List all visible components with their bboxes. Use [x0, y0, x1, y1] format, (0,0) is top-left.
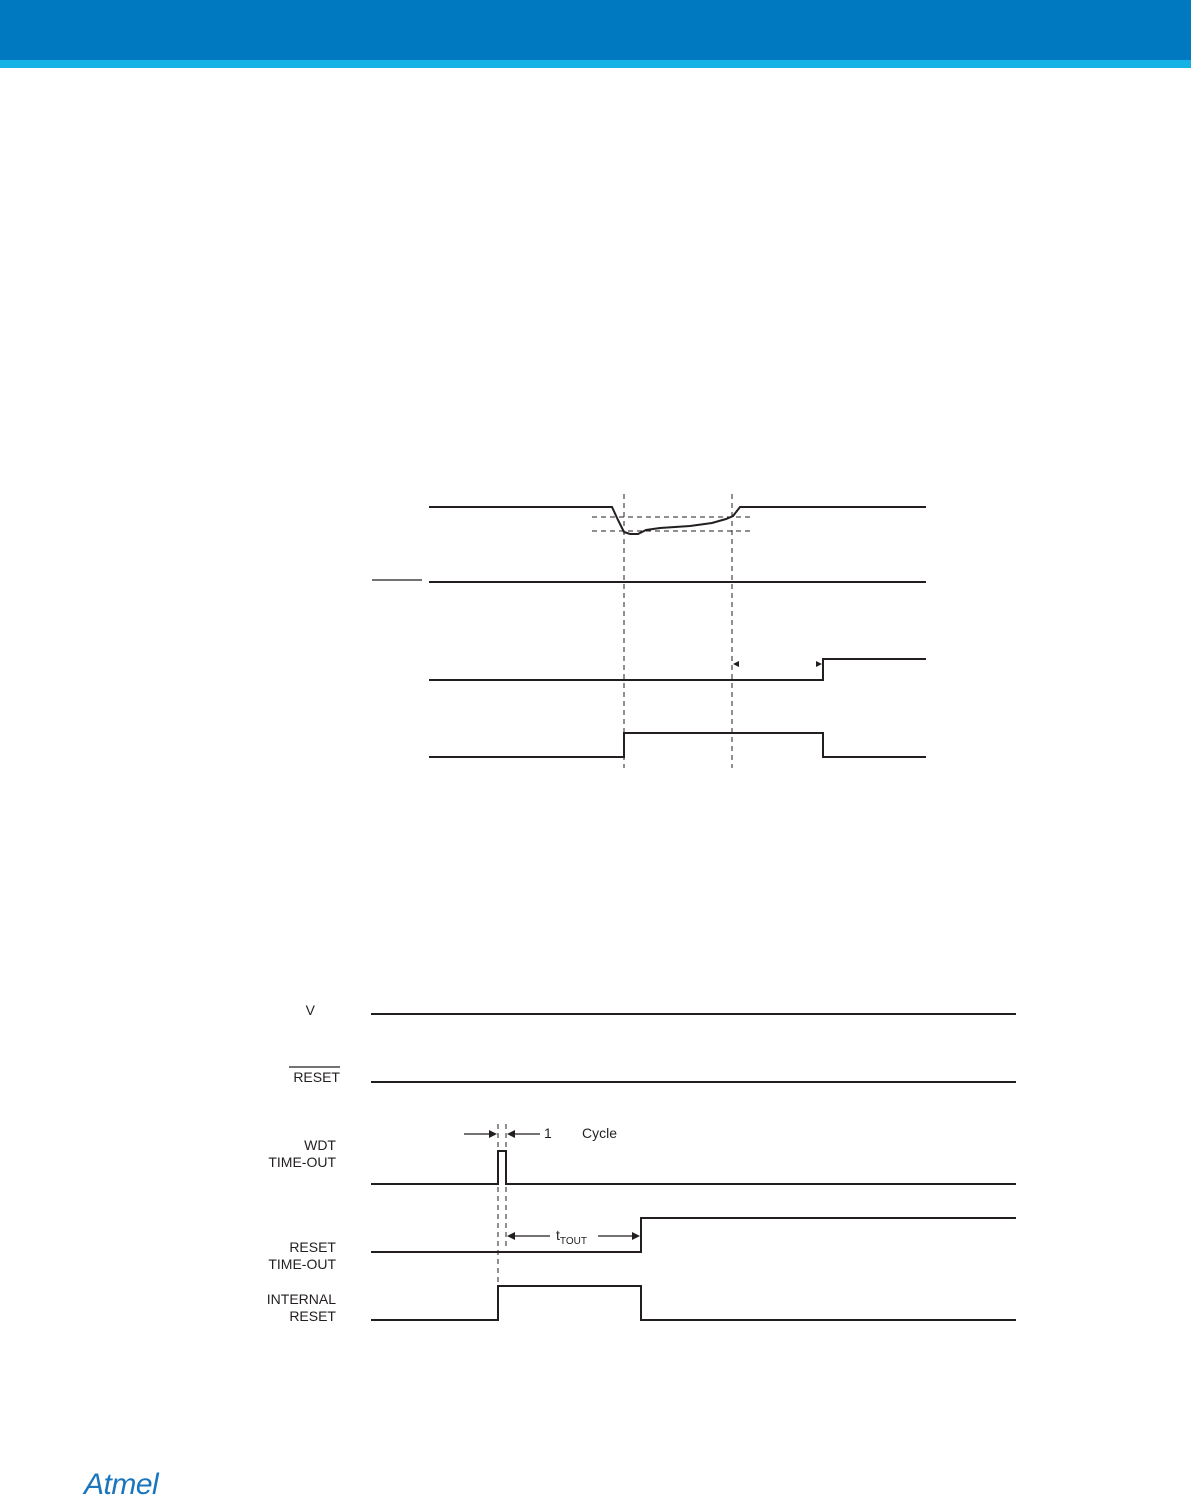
wdt-cycle-text: Cycle [582, 1125, 618, 1141]
atmel-logo: Atmel [84, 1468, 159, 1501]
wdt-tout-label [556, 1227, 587, 1250]
wdt-cycle-arrowhead-left [489, 1130, 497, 1138]
wdt-label-wdt-timeout: WDT TIME-OUT [268, 1137, 336, 1170]
wdt-cycle-number: 1 [544, 1125, 552, 1141]
wdt-cycle-arrowhead-right [507, 1130, 515, 1138]
wdt-label-reset-timeout: RESET TIME-OUT [268, 1239, 336, 1272]
wdt-tout-subscript: TOUT [559, 1235, 587, 1247]
wdt-tout-main: t [556, 1227, 560, 1243]
wdt-internal-reset-trace [371, 1286, 1016, 1320]
wdt-label-internal-reset: INTERNAL RESET [266, 1291, 336, 1324]
wdt-tout-arrowhead-right [632, 1232, 640, 1240]
wdt-timeout-trace [371, 1151, 1016, 1184]
wdt-label-reset: RESET [293, 1069, 340, 1085]
wdt-tout-arrowhead-left [507, 1232, 515, 1240]
wdt-reset-timeout-trace [371, 1218, 1016, 1252]
wdt-label-vcc: V [305, 1002, 315, 1018]
